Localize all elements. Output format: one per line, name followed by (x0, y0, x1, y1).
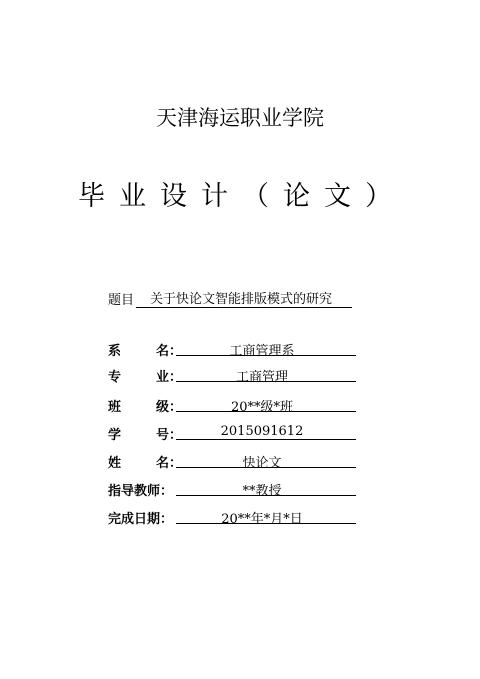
school-name: 天津海运职业学院 (156, 106, 324, 130)
field-value-department: 工商管理系 (229, 344, 295, 359)
topic-row (108, 289, 352, 308)
cover-page: 天津海运职业学院 毕业设计（论文） 题目 关于快论文智能排版模式的研究 系 名： 工商管理系 专 业： 工商管理 班 级： 20**级*班 学 号： 2015091612 姓 名： 快论文 指导教师： **教授 完成日期： 20**年*月*日 (0, 0, 480, 679)
field-value-major: 工商管理 (235, 370, 288, 385)
topic-value: 关于快论文智能排版模式的研究 (136, 292, 352, 308)
underline (176, 355, 356, 356)
field-value-class: 20**级*班 (230, 400, 294, 415)
field-value-student-id: 2015091612 (220, 424, 304, 439)
underline (176, 467, 356, 468)
topic-label: 题目 (108, 293, 135, 308)
underline (176, 439, 356, 440)
field-value-name: 快论文 (242, 456, 282, 471)
document-title: 毕业设计（论文） (78, 181, 406, 212)
underline (176, 381, 356, 382)
field-value-completion-date: 20**年*月*日 (221, 512, 303, 527)
underline (176, 411, 356, 412)
field-value-advisor: **教授 (242, 484, 282, 499)
underline (176, 523, 356, 524)
underline (176, 495, 356, 496)
